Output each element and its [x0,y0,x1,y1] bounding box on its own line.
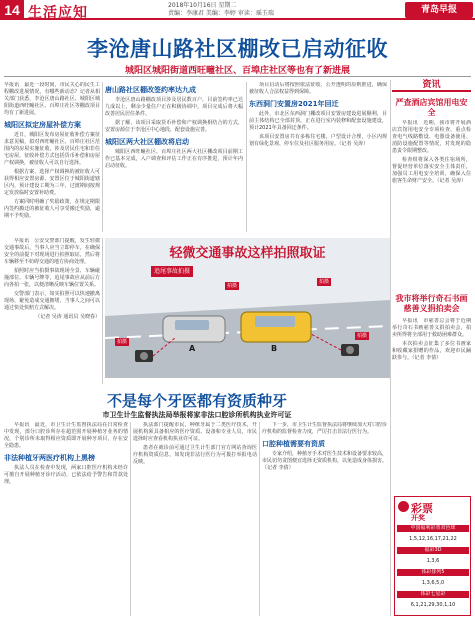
paragraph: 本次拍卖会征集了多位书画家和收藏家捐赠的作品，欢迎市民踊跃参与。（记者 李倩） [392,341,471,361]
illustration-title: 轻微交通事故这样拍照取证 [169,246,326,261]
camera-icon [135,350,153,362]
subheading: 唐山路社区棚改签约率达九成 [105,86,196,94]
paragraph: 据了解，该项目采取货币补偿和产权调换相结合的方式，安置房源位于李沧区中心地段，配套设施完善。 [105,120,243,133]
lottery-game-name: 福彩3D [397,547,469,554]
brief-body-1 [392,120,471,290]
photo-label: 拍摄 [357,333,368,339]
brand-logo: 青岛早报 [405,2,473,18]
page-number: 14 [0,0,24,20]
subheading: 非法种植牙两医疗机构上黑榜 [4,454,95,462]
lead-paragraph: 早报讯 最近一段时间，市民关心的民生工程棚改进展情况，有哪些新动态？记者从相关部门获悉，李沧区唐山路社区、城阳区城阳街道西旺疃社区、百埠庄社区等棚改项目均有了新进展。 [4,82,100,116]
photo-label: 拍摄 [319,279,330,285]
paragraph: 城阳区西旺疃社区、百埠庄社区两大社区棚改项目前期工作已基本完成，入户调查和评估工作正在有序推进，预计年内启动征收。 [105,149,243,169]
byline: （记者 吴涛 通讯员 吴晓春） [35,314,100,320]
brief-body-2 [392,318,471,492]
article-column-b2 [133,422,257,616]
second-subheadline: 市卫生计生监督执法局举报将家非法口腔诊所机构执业许可证 [102,411,292,419]
article-column-b3 [262,422,387,616]
car-b-label: B [271,344,278,353]
paragraph: 专家介绍，种植牙手术对医生技术和设备要求较高，市民切勿贪图便宜选择无资质机构，以免造成身体损害。（记者 李倩） [262,451,387,471]
page-header [0,0,475,20]
paragraph: 根据方案，选择产权调换的被征收人可获得相应安置房源，安置区位于城阳街道辖区内，预计建设工期为三年，过渡期间按规定发放临时安置补助费。 [4,169,100,196]
paragraph: 执法部门提醒市民，种植牙属于二类医疗技术，开展机构须具备相应的医疗资质、设备和专业人员，市民选择时应查看机构执业许可证。 [133,422,257,442]
lottery-numbers: 1,3,6,5,0 [421,580,445,586]
paragraph: 早报讯 近期，我市将开展酒店宾馆用电安全专项检查，重点检查电气线路敷设、电器设备使用、消防设施配置等情况，对发现的隐患责令限期整改。 [392,120,471,154]
column-divider [259,422,260,616]
paragraph: 拍照时应当拍摄事故现场全景、车辆碰撞部位、车辆号牌等，追尾事故应从前后方向各拍一张，以便清晰反映车辆位置关系。 [4,268,100,288]
lottery-subtitle: 开奖 [411,514,425,522]
article-column-b1 [4,422,128,616]
column-divider [390,80,391,616]
road-scene [105,238,390,378]
paragraph: 下一步，市卫生计生监督执法局将继续加大对口腔诊疗机构的监督检查力度，严厉打击非法行医行为。 [262,422,387,435]
paragraph: 项目启动后将按照依法征收、公开透明的原则推进，确保被征收人合法权益得到保障。 [249,82,387,95]
subheading: 东西洞门安置房2021年回迁 [249,100,339,108]
lottery-numbers: 1,5,12,16,17,21,22 [409,536,457,542]
car-a [163,316,225,342]
paragraph: 早报讯 市慈善总会将于近期举行奇石书画慈善义捐拍卖会，拍卖所得将全部用于救助困难群众。 [392,318,471,338]
accident-illustration [105,238,390,378]
paragraph: 方案同时明确了奖励政策，在规定期限内签约搬迁的被征收人可享受搬迁奖励，逾期不予奖励。 [4,199,100,219]
date-line: 2018年10月16日 星期二 [168,2,237,9]
main-subheadline: 城阳区城阳街道西旺疃社区、百埠庄社区等也有了新进展 [124,66,350,76]
car-b [241,312,311,342]
editors-line: 责编：李康君 美编：李婷 审读：瑶玉瑞 [168,10,274,17]
lottery-game-name: 中国福利彩票双色球 [397,525,469,532]
subheading: 口腔种植需要有资质 [262,440,325,448]
car-a-label: A [189,344,196,353]
lottery-game-name: 体彩七星彩 [397,591,469,598]
photo-label: 拍摄 [227,283,238,289]
article-column-left-lower [4,238,100,384]
paragraph: 早报讯 公安交警部门提醒，发生轻微交通事故后，当事人应当立即停车，在确保安全的前提下对现场进行拍照取证，然后将车辆移至不妨碍交通的地方协商处理。 [4,238,100,265]
article-column-1 [4,82,100,232]
subheading: 城阳区两大社区棚改将启动 [105,138,189,146]
lottery-title: 彩票 [411,502,433,515]
brief-headline-2: 我市将举行奇石书画慈善义捐拍卖会 [395,294,468,313]
paragraph: 近日，城阳区发布房屋征收补偿方案征求意见稿，拟对西旺疃社区、百埠庄社区范围内的房屋实施征收，涉及居民住宅和非住宅房屋，征收补偿方式包括货币补偿和房屋产权调换，被征收人可以自行选择。 [4,132,100,166]
main-headline: 李沧唐山路社区棚改已启动征收 [87,37,388,61]
paragraph: 此外，市北区东西洞门棚改项目安置房建设进展顺利，目前主体结构已全部封顶，正在进行室内装修和配套设施建设，预计2021年具备回迁条件。 [249,111,387,131]
paragraph: 执法人员在检查中发现，两家口腔医疗机构未经许可擅自开展种植牙诊疗活动，已依法给予警告和罚款处理。 [4,465,128,485]
lottery-logo-icon [398,501,409,512]
paragraph: 李沧区唐山路棚改项目涉及居民数百户，目前签约率已达九成以上，剩余少量住户正在积极协调中。项目完成后将大幅改善居民居住条件。 [105,97,243,117]
paragraph: 该项目安置房共有多栋住宅楼，户型设计合理，小区内规划有绿化景观、停车位及社区服务用房。（记者 吴涛） [249,134,387,147]
subheading: 城阳区拟定房屋补偿方案 [4,121,81,129]
paragraph: 检查组将深入各类住宿场所，督促经营单位落实安全主体责任，加强员工用电安全培训，确保入住旅客生命财产安全。（记者 吴涛） [392,157,471,184]
paragraph: 患者在就诊前可通过卫生计生部门官方网站查询医疗机构资质信息，如发现非法行医行为可拨打举报电话反映。 [133,445,257,465]
brief-headline-1: 严查酒店宾馆用电安全 [395,98,468,117]
camera-icon [341,344,359,356]
header-meta [168,2,274,18]
lottery-numbers: 1,3,6 [426,558,440,564]
lottery-numbers: 6,1,21,29,30,1,10 [410,602,456,608]
divider [4,76,471,77]
column-divider [246,82,247,232]
article-column-2 [105,82,243,232]
second-headline: 不是每个牙医都有资质种牙 [106,392,287,410]
photo-label: 拍摄 [117,339,128,345]
lottery-box [394,496,471,616]
column-divider [102,238,103,384]
lottery-game-name: 体彩排列5 [397,569,469,576]
article-column-3 [249,82,387,232]
news-brief-header: 资讯 [392,80,471,92]
column-divider [130,422,131,616]
rear-end-tag: 追尾事故拍摄 [151,266,193,277]
paragraph: 早报讯 最近，市卫生计生监督执法局在日常检查中发现，部分口腔诊所存在超范围开展种植牙业务的情况，个别诊所未取得相应资质即开展种牙项目，存在安全隐患。 [4,422,128,449]
column-divider [102,82,103,232]
section-title: 生活应知 [28,5,88,21]
paragraph: 交警部门表示，如实拍照可以快速撤离现场，避免造成交通拥堵，当事人之间可以通过快处快赔方式解决。 [4,291,100,311]
